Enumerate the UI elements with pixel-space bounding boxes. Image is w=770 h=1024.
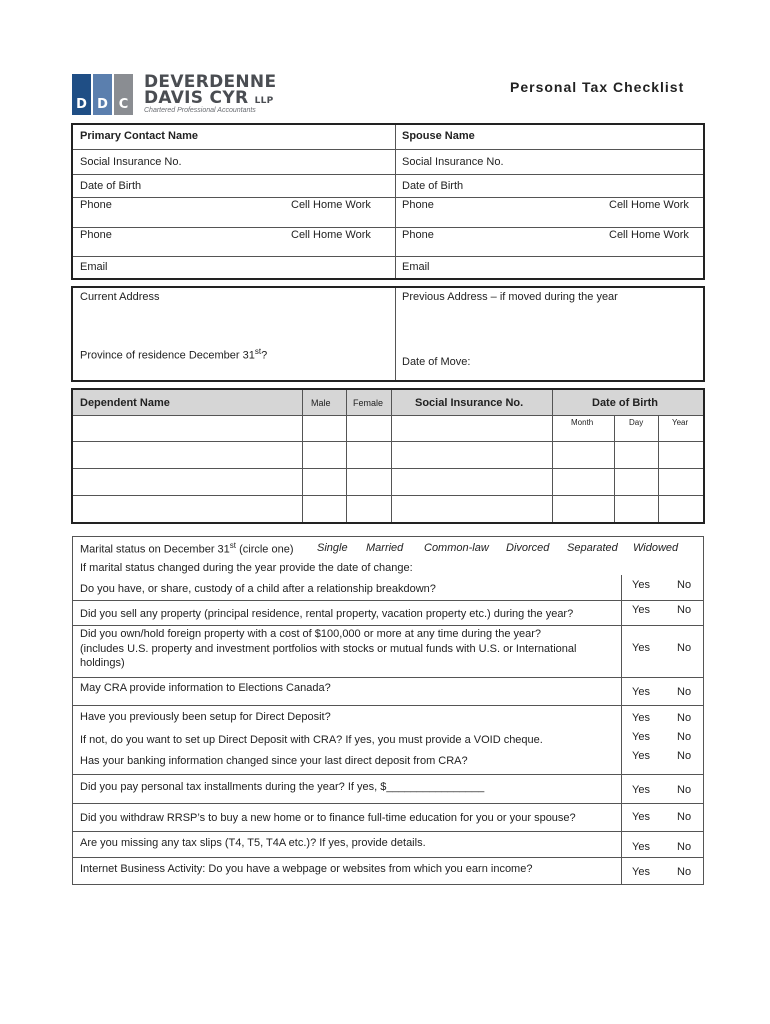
spouse-phone2-options: Cell Home Work (609, 229, 689, 241)
marital-option-single[interactable]: Single (317, 542, 348, 554)
day-header: Day (629, 418, 644, 427)
dependent-sin-header: Social Insurance No. (415, 397, 524, 409)
previous-address-label: Previous Address – if moved during the year (402, 291, 618, 303)
question-foreign-property-line2: (includes U.S. property and investment portfolios with stocks or mutual funds with U.S. or International (80, 643, 577, 655)
male-header: Male (311, 398, 331, 408)
marital-option-common-law[interactable]: Common-law (424, 542, 489, 554)
question-direct-deposit-want: If not, do you want to set up Direct Deposit with CRA? If yes, you must provide a VOID cheque. (80, 734, 543, 746)
question-custody: Do you have, or share, custody of a child after a relationship breakdown? (80, 583, 436, 595)
custody-no[interactable]: No (677, 579, 692, 591)
slips-no[interactable]: No (677, 841, 692, 853)
deposit-setup-yes[interactable]: Yes (632, 712, 650, 724)
marital-option-separated[interactable]: Separated (567, 542, 618, 554)
marital-change-label: If marital status changed during the year provide the date of change: (80, 562, 413, 574)
installments-yes[interactable]: Yes (632, 784, 650, 796)
spouse-sin-label: Social Insurance No. (402, 156, 504, 168)
company-logo (72, 72, 277, 118)
province-label: Province of residence December 31st? (80, 347, 268, 362)
logo-name-line2: DAVIS CYR LLP (144, 88, 274, 108)
marital-option-divorced[interactable]: Divorced (506, 542, 550, 554)
primary-phone2-label: Phone (80, 229, 112, 241)
spouse-email-label: Email (402, 261, 430, 273)
marital-option-widowed[interactable]: Widowed (633, 542, 679, 554)
slips-yes[interactable]: Yes (632, 841, 650, 853)
question-direct-deposit-setup: Have you previously been setup for Direct Deposit? (80, 711, 331, 723)
logo-letter-c: C (114, 74, 133, 115)
internet-no[interactable]: No (677, 866, 692, 878)
primary-dob-label: Date of Birth (80, 180, 142, 192)
foreign-yes[interactable]: Yes (632, 642, 650, 654)
deposit-want-yes[interactable]: Yes (632, 731, 650, 743)
banking-changed-yes[interactable]: Yes (632, 750, 650, 762)
property-yes[interactable]: Yes (632, 604, 650, 616)
primary-phone1-options: Cell Home Work (291, 199, 371, 211)
question-installments: Did you pay personal tax installments during the year? If yes, $________________ (80, 781, 485, 793)
internet-yes[interactable]: Yes (632, 866, 650, 878)
month-header: Month (571, 418, 594, 427)
rrsp-yes[interactable]: Yes (632, 811, 650, 823)
dependent-name-header: Dependent Name (80, 397, 170, 409)
foreign-no[interactable]: No (677, 642, 692, 654)
primary-phone2-options: Cell Home Work (291, 229, 371, 241)
property-no[interactable]: No (677, 604, 692, 616)
logo-letter-d2: D (93, 74, 112, 115)
logo-suffix: LLP (254, 96, 274, 106)
spouse-phone2-label: Phone (402, 229, 434, 241)
elections-yes[interactable]: Yes (632, 686, 650, 698)
logo-tagline: Chartered Professional Accountants (144, 107, 256, 114)
current-address-label: Current Address (80, 291, 160, 303)
spouse-dob-label: Date of Birth (402, 180, 464, 192)
spouse-phone1-options: Cell Home Work (609, 199, 689, 211)
banking-changed-no[interactable]: No (677, 750, 692, 762)
page-title: Personal Tax Checklist (510, 79, 685, 95)
question-foreign-property-line1: Did you own/hold foreign property with a cost of $100,000 or more at any time during the year? (80, 628, 542, 640)
deposit-setup-no[interactable]: No (677, 712, 692, 724)
year-header: Year (672, 418, 689, 427)
custody-yes[interactable]: Yes (632, 579, 650, 591)
deposit-want-no[interactable]: No (677, 731, 692, 743)
logo-name-line1: DEVERDENNE (144, 72, 277, 92)
question-missing-slips: Are you missing any tax slips (T4, T5, T4A etc.)? If yes, provide details. (80, 837, 426, 849)
primary-contact-name-label: Primary Contact Name (80, 130, 198, 142)
rrsp-no[interactable]: No (677, 811, 692, 823)
marital-status-label: Marital status on December 31st (circle one) (80, 541, 294, 556)
elections-no[interactable]: No (677, 686, 692, 698)
primary-sin-label: Social Insurance No. (80, 156, 182, 168)
spouse-phone1-label: Phone (402, 199, 434, 211)
date-of-move-label: Date of Move: (402, 356, 471, 368)
question-rrsp-withdrawal: Did you withdraw RRSP’s to buy a new home or to finance full-time education for you or your spouse? (80, 812, 576, 824)
installments-no[interactable]: No (677, 784, 692, 796)
logo-letter-d1: D (72, 74, 91, 115)
marital-option-married[interactable]: Married (366, 542, 404, 554)
primary-phone1-label: Phone (80, 199, 112, 211)
question-internet-business: Internet Business Activity: Do you have a webpage or websites from which you earn income? (80, 863, 533, 875)
dependent-dob-header: Date of Birth (592, 397, 658, 409)
question-foreign-property-line3: holdings) (80, 657, 125, 669)
question-banking-changed: Has your banking information changed since your last direct deposit from CRA? (80, 755, 468, 767)
female-header: Female (353, 398, 384, 408)
question-elections-canada: May CRA provide information to Elections Canada? (80, 682, 331, 694)
question-property-sale: Did you sell any property (principal residence, rental property, vacation property etc.) during the year? (80, 608, 574, 620)
primary-email-label: Email (80, 261, 108, 273)
spouse-name-label: Spouse Name (402, 130, 475, 142)
